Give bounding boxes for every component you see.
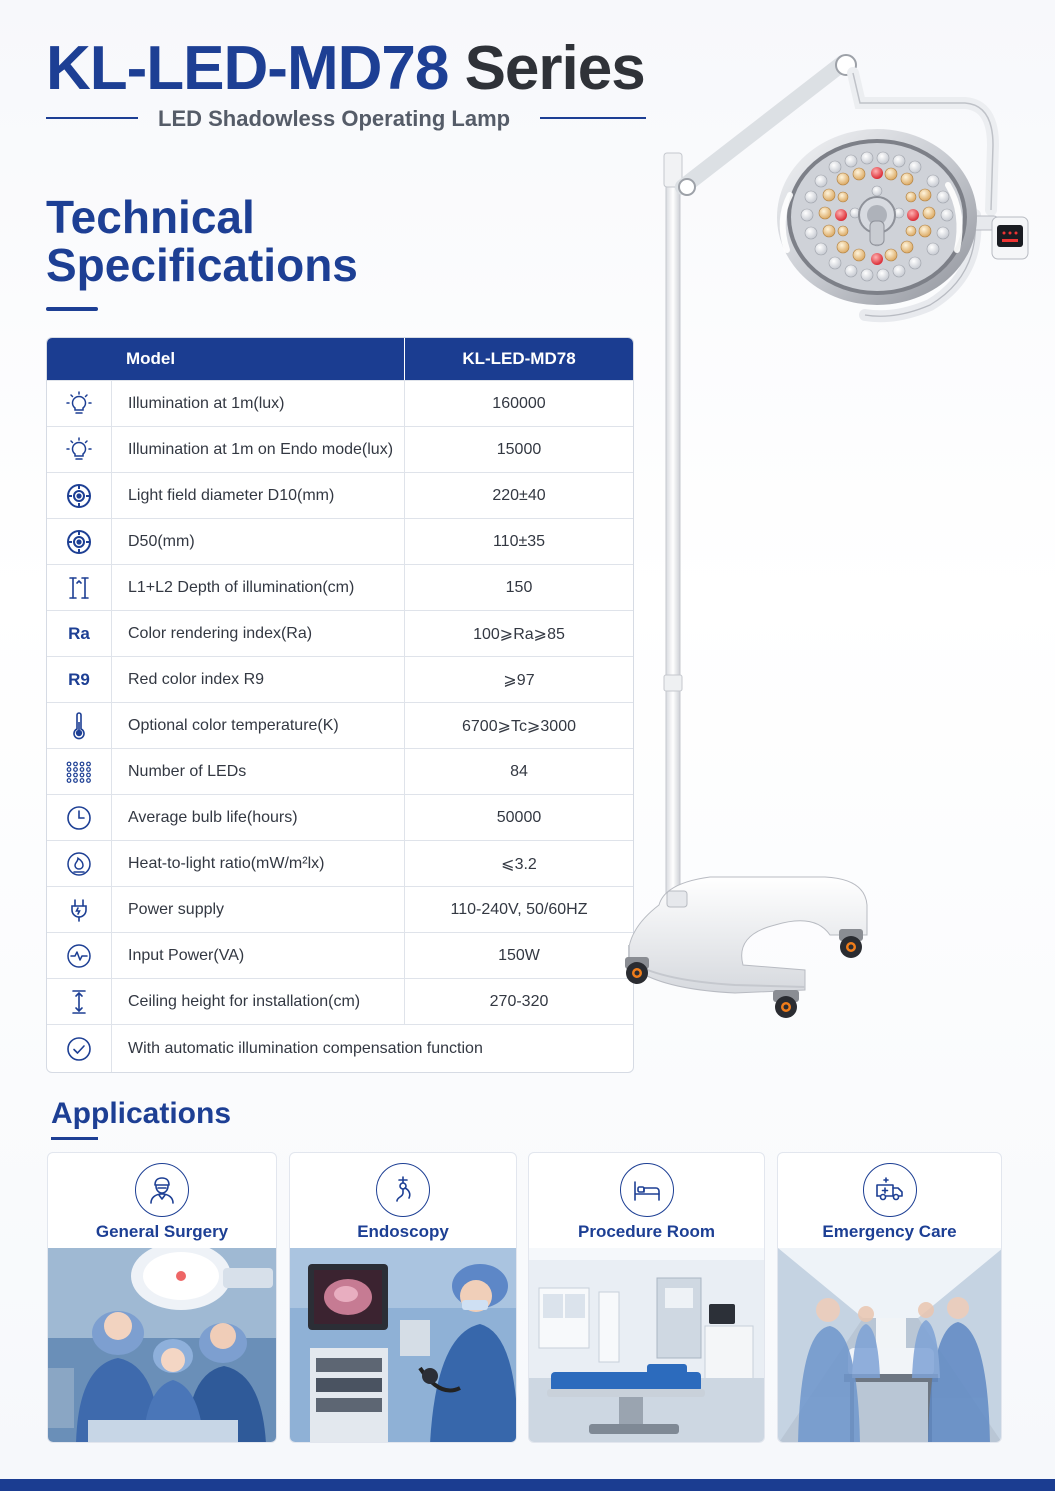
header-model-value: KL-LED-MD78 (462, 349, 576, 368)
spec-label: Red color index R9 (112, 657, 405, 702)
spec-value: 110-240V, 50/60HZ (450, 900, 588, 918)
general-surgery-photo (48, 1248, 277, 1443)
spec-value: 110±35 (492, 532, 546, 550)
emergency-care-photo (778, 1248, 1002, 1443)
section-underline (46, 307, 98, 311)
endoscope-icon (376, 1163, 430, 1217)
spec-row (47, 610, 633, 656)
spec-value: 150 (505, 578, 533, 596)
section-title-line2: Specifications (46, 239, 358, 291)
spec-row (47, 978, 633, 1024)
spec-value: 160000 (492, 394, 546, 412)
heat-icon (47, 841, 112, 886)
led-grid-icon (47, 749, 112, 794)
spec-label: Illumination at 1m(lux) (112, 381, 405, 426)
spec-label: Ceiling height for installation(cm) (112, 979, 405, 1024)
subtitle: LED Shadowless Operating Lamp (158, 106, 511, 131)
app-label: General Surgery (95, 1222, 229, 1241)
bulb-icon (47, 381, 112, 426)
app-card-emergency-care (777, 1152, 1002, 1443)
target-icon (47, 519, 112, 564)
spec-row (47, 932, 633, 978)
spec-row (47, 702, 633, 748)
app-label: Emergency Care (822, 1222, 957, 1241)
app-card-endoscopy (289, 1152, 517, 1443)
spec-table (46, 337, 634, 1073)
r9-icon (47, 657, 112, 702)
app-label: Procedure Room (578, 1222, 715, 1241)
spec-row (47, 840, 633, 886)
operating-lamp-image (615, 45, 1055, 1035)
spec-value: 270-320 (489, 992, 549, 1010)
spec-label: Heat-to-light ratio(mW/m²lx) (112, 841, 405, 886)
spec-row (47, 1024, 633, 1072)
spec-label: Number of LEDs (112, 749, 405, 794)
spec-row (47, 472, 633, 518)
spec-label: Power supply (112, 887, 405, 932)
surgeon-icon (135, 1163, 189, 1217)
spec-row (47, 886, 633, 932)
subtitle-row (46, 106, 646, 130)
spec-row (47, 518, 633, 564)
procedure-room-photo (529, 1248, 765, 1443)
spec-value: 100⩾Ra⩾85 (473, 625, 565, 643)
pulse-icon (47, 933, 112, 978)
spec-value: ⩽3.2 (501, 855, 537, 873)
spec-table-header (47, 338, 633, 380)
applications-underline (51, 1137, 98, 1140)
height-icon (47, 979, 112, 1024)
check-icon (47, 1025, 112, 1072)
endoscopy-photo (290, 1248, 517, 1443)
section-title (46, 193, 358, 289)
spec-row (47, 656, 633, 702)
spec-label: Average bulb life(hours) (112, 795, 405, 840)
spec-value: 50000 (496, 808, 542, 826)
depth-icon (47, 565, 112, 610)
thermometer-icon (47, 703, 112, 748)
clock-icon (47, 795, 112, 840)
spec-value: 15000 (496, 440, 542, 458)
title-suffix: Series (464, 34, 645, 103)
header-model: Model (47, 338, 405, 380)
app-card-general-surgery (47, 1152, 277, 1443)
spec-label: Color rendering index(Ra) (112, 611, 405, 656)
spec-row (47, 426, 633, 472)
footer-bar (0, 1479, 1055, 1491)
app-card-procedure-room (528, 1152, 765, 1443)
spec-value: 6700⩾Tc⩾3000 (462, 717, 576, 735)
header (46, 34, 656, 131)
spec-label: Light field diameter D10(mm) (112, 473, 405, 518)
section-title-line1: Technical (46, 191, 255, 243)
page-title (46, 34, 656, 104)
spec-label: D50(mm) (112, 519, 405, 564)
r9-icon-text: R9 (68, 669, 90, 689)
title-brand: KL-LED-MD78 (46, 34, 449, 103)
ra-icon (47, 611, 112, 656)
spec-label: Optional color temperature(K) (112, 703, 405, 748)
spec-label: With automatic illumination compensation function (128, 1039, 483, 1057)
target-icon (47, 473, 112, 518)
bulb-icon (47, 427, 112, 472)
spec-value: 220±40 (492, 486, 546, 504)
spec-label: Input Power(VA) (112, 933, 405, 978)
ambulance-icon (863, 1163, 917, 1217)
spec-row (47, 380, 633, 426)
bed-icon (620, 1163, 674, 1217)
spec-label: L1+L2 Depth of illumination(cm) (112, 565, 405, 610)
plug-icon (47, 887, 112, 932)
ra-icon-text: Ra (68, 623, 90, 643)
spec-row (47, 794, 633, 840)
spec-row (47, 564, 633, 610)
app-label: Endoscopy (357, 1222, 449, 1241)
spec-value: ⩾97 (503, 671, 535, 689)
subtitle-divider-left (46, 117, 138, 119)
spec-row (47, 748, 633, 794)
spec-value: 84 (510, 762, 528, 780)
spec-label: Illumination at 1m on Endo mode(lux) (112, 427, 405, 472)
applications-title: Applications (51, 1097, 232, 1130)
spec-value: 150W (498, 946, 540, 964)
